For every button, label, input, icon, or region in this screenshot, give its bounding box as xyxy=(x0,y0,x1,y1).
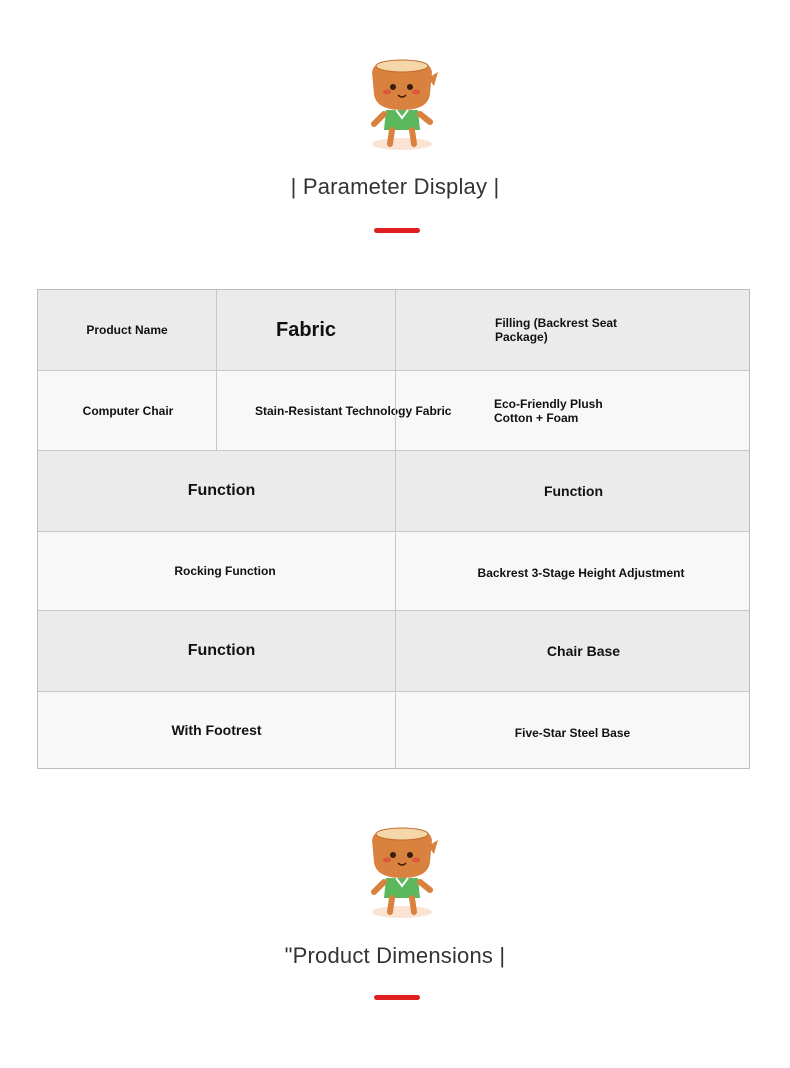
table-cell: Backrest 3-Stage Height Adjustment xyxy=(395,532,749,610)
mascot-illustration xyxy=(362,54,442,154)
table-row xyxy=(38,531,749,610)
title-underline xyxy=(374,228,420,233)
table-cell: Eco-Friendly Plush Cotton + Foam xyxy=(395,371,749,450)
table-row xyxy=(38,610,749,691)
mascot-illustration xyxy=(362,822,442,922)
title-underline xyxy=(374,995,420,1000)
table-row xyxy=(38,290,749,370)
section-title: | Parameter Display | xyxy=(290,174,500,199)
table-cell: Computer Chair xyxy=(82,403,174,418)
table-cell: Fabric xyxy=(216,290,395,370)
table-row xyxy=(38,370,749,450)
table-cell: Function xyxy=(187,482,256,499)
table-row xyxy=(38,450,749,531)
table-cell: Chair Base xyxy=(395,611,749,691)
table-cell: Function xyxy=(187,642,256,659)
table-cell: Product Name xyxy=(86,323,168,337)
table-cell: Rocking Function xyxy=(174,564,276,578)
parameter-table xyxy=(37,289,750,769)
table-cell: Filling (Backrest Seat Package) xyxy=(395,290,749,370)
table-cell: Stain-Resistant Technology Fabric xyxy=(216,371,476,450)
table-cell: Function xyxy=(395,451,749,531)
table-cell: With Footrest xyxy=(171,722,262,738)
table-cell: Five-Star Steel Base xyxy=(395,692,749,768)
table-row xyxy=(38,691,749,768)
section-title: "Product Dimensions | xyxy=(284,943,506,968)
